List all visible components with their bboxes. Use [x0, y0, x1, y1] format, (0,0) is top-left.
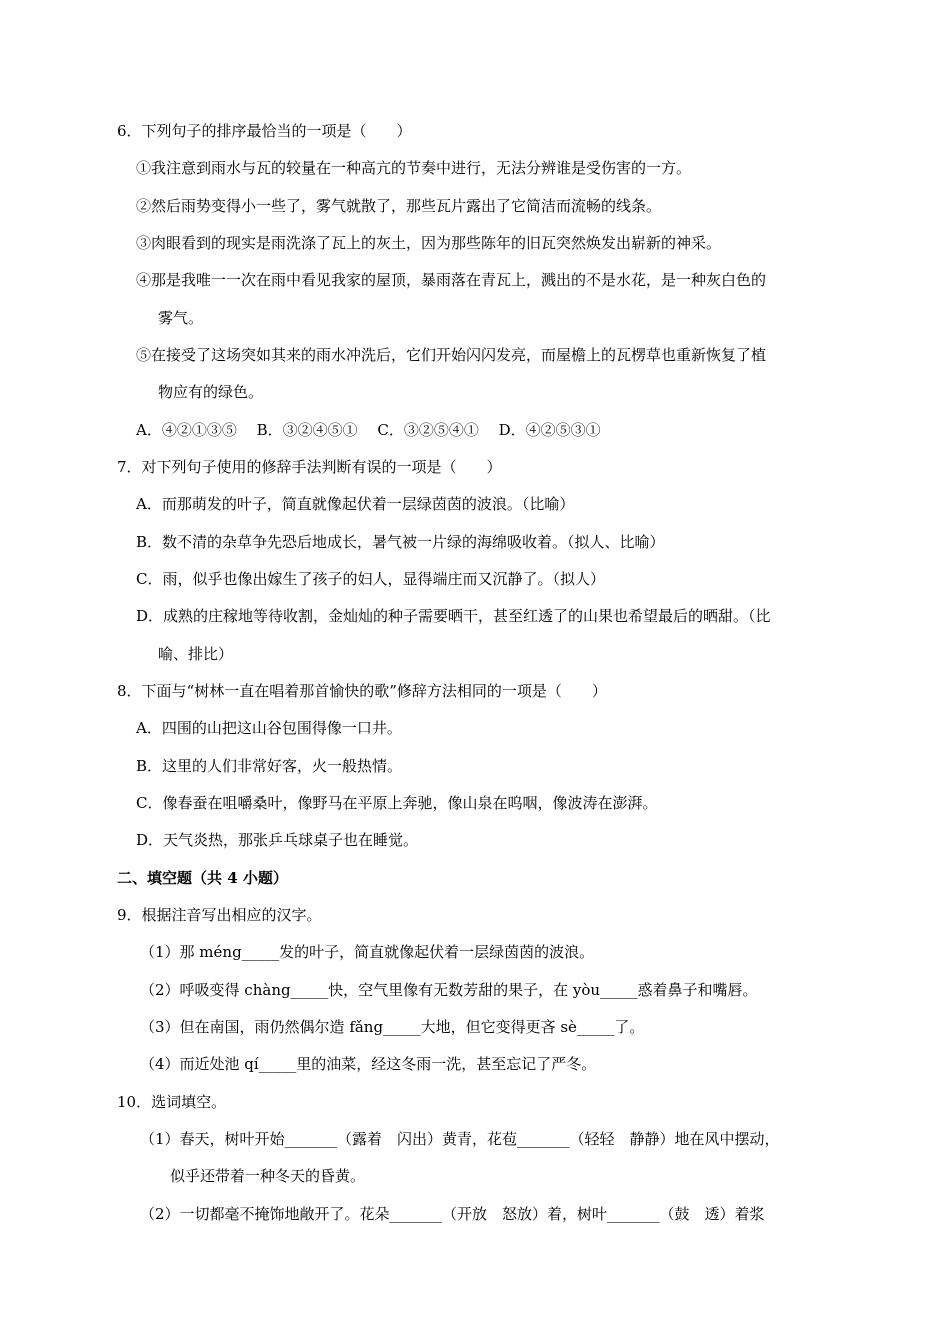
q7-stem: 7．对下列句子使用的修辞手法判断有误的一项是（ ）	[117, 458, 502, 476]
section-title-fill-in: 二、填空题（共 4 小题）	[117, 869, 288, 887]
q10-part-1: （1）春天，树叶开始_______（露着 闪出）黄青，花苞_______（轻轻 静静）地在风中摆动，	[140, 1130, 780, 1148]
q9-stem: 9．根据注音写出相应的汉字。	[117, 906, 322, 924]
q6-sentence-2: ②然后雨势变得小一些了，雾气就散了，那些瓦片露出了它简洁而流畅的线条。	[136, 197, 662, 215]
q9-part-2: （2）呼吸变得 chàng_____快，空气里像有无数芳甜的果子，在 yòu_____惑着鼻子和嘴唇。	[140, 981, 758, 999]
q9-part-4: （4）而近处池 qí_____里的油菜，经这冬雨一洗，甚至忘记了严冬。	[140, 1055, 597, 1073]
q7-option-d: D．成熟的庄稼地等待收割，金灿灿的种子需要晒干，甚至红透了的山果也希望最后的晒甜。（比	[136, 607, 771, 625]
q8-stem: 8．下面与“树林一直在唱着那首愉快的歌”修辞方法相同的一项是（ ）	[117, 682, 607, 700]
q9-part-3: （3）但在南国，雨仍然偶尔造 fǎng_____大地，但它变得更吝 sè_____了。	[140, 1018, 645, 1036]
q7-option-a: A．而那萌发的叶子，简直就像起伏着一层绿茵茵的波浪。（比喻）	[136, 495, 575, 513]
q6-options: A．④②①③⑤ B．③②④⑤① C．③②⑤④① D．④②⑤③①	[136, 421, 601, 439]
q8-option-d: D．天气炎热，那张乒乓球桌子也在睡觉。	[136, 831, 419, 849]
q7-option-c: C．雨，似乎也像出嫁生了孩子的妇人，显得端庄而又沉静了。（拟人）	[136, 570, 605, 588]
q6-sentence-4: ④那是我唯一一次在雨中看见我家的屋顶，暴雨落在青瓦上，溅出的不是水花，是一种灰白色的	[136, 271, 767, 289]
q7-option-d-cont: 喻、排比）	[158, 645, 234, 663]
q6-stem: 6．下列句子的排序最恰当的一项是（ ）	[117, 122, 412, 140]
q6-sentence-1: ①我注意到雨水与瓦的较量在一种高亢的节奏中进行，无法分辨谁是受伤害的一方。	[136, 159, 692, 177]
q6-sentence-3: ③肉眼看到的现实是雨洗涤了瓦上的灰土，因为那些陈年的旧瓦突然焕发出崭新的神采。	[136, 234, 722, 252]
q8-option-c: C．像春蚕在咀嚼桑叶，像野马在平原上奔驰，像山泉在呜咽，像波涛在澎湃。	[136, 794, 658, 812]
q10-part-2: （2）一切都毫不掩饰地敞开了。花朵_______（开放 怒放）着，树叶_______（鼓 透）着浆	[140, 1205, 765, 1223]
q10-part-1-cont: 似乎还带着一种冬天的昏黄。	[170, 1167, 366, 1185]
q10-stem: 10．选词填空。	[117, 1093, 227, 1111]
q6-sentence-5-cont: 物应有的绿色。	[158, 383, 264, 401]
q6-sentence-4-cont: 雾气。	[158, 309, 204, 327]
q7-option-b: B．数不清的杂草争先恐后地成长，暑气被一片绿的海绵吸收着。（拟人、比喻）	[136, 533, 665, 551]
q8-option-a: A．四围的山把这山谷包围得像一口井。	[136, 719, 402, 737]
q9-part-1: （1）那 méng_____发的叶子，简直就像起伏着一层绿茵茵的波浪。	[140, 943, 595, 961]
q6-sentence-5: ⑤在接受了这场突如其来的雨水冲洗后，它们开始闪闪发亮，而屋檐上的瓦楞草也重新恢复了植	[136, 346, 767, 364]
q8-option-b: B．这里的人们非常好客，火一般热情。	[136, 757, 403, 775]
